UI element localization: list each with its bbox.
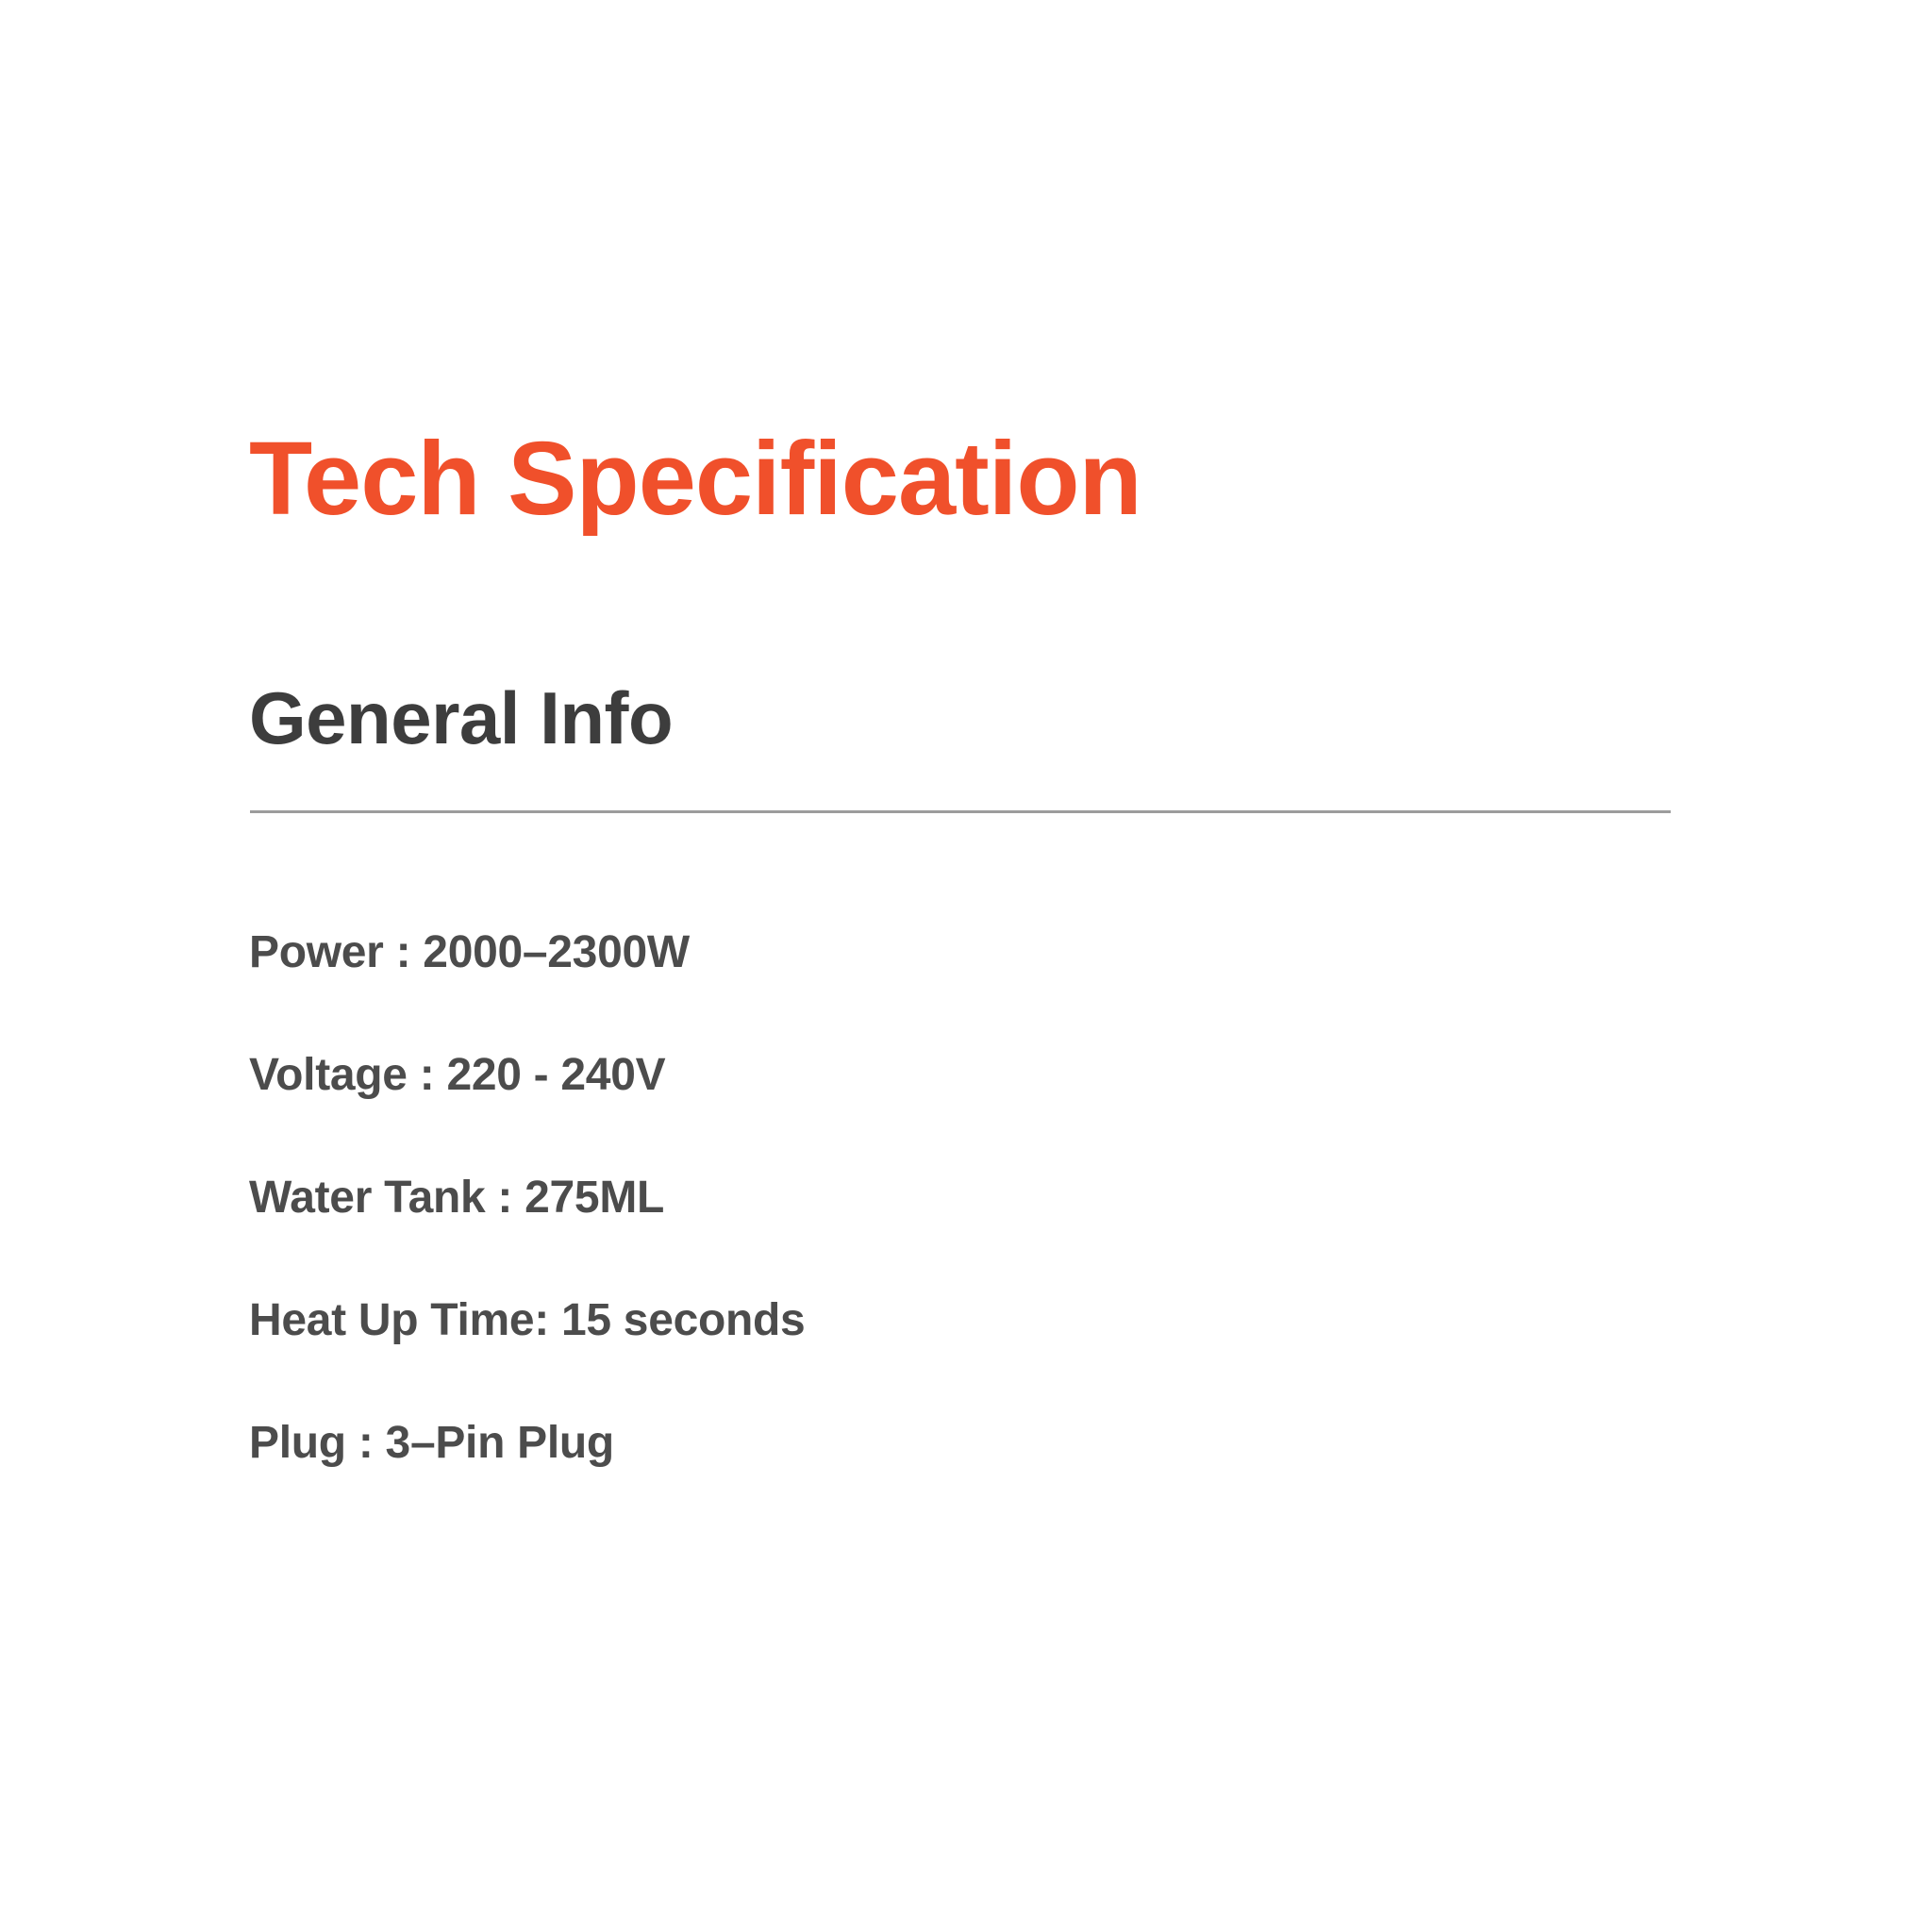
spec-item-voltage: Voltage : 220 - 240V xyxy=(249,1050,666,1100)
spec-item-water-tank: Water Tank : 275ML xyxy=(249,1173,665,1223)
section-heading-general-info: General Info xyxy=(249,676,674,759)
section-divider xyxy=(250,810,1671,813)
page-title: Tech Specification xyxy=(249,421,1141,537)
spec-item-heat-up-time: Heat Up Time: 15 seconds xyxy=(249,1295,806,1345)
spec-item-power: Power : 2000–2300W xyxy=(249,927,690,977)
spec-item-plug: Plug : 3–Pin Plug xyxy=(249,1418,614,1468)
spec-list xyxy=(249,927,806,1543)
